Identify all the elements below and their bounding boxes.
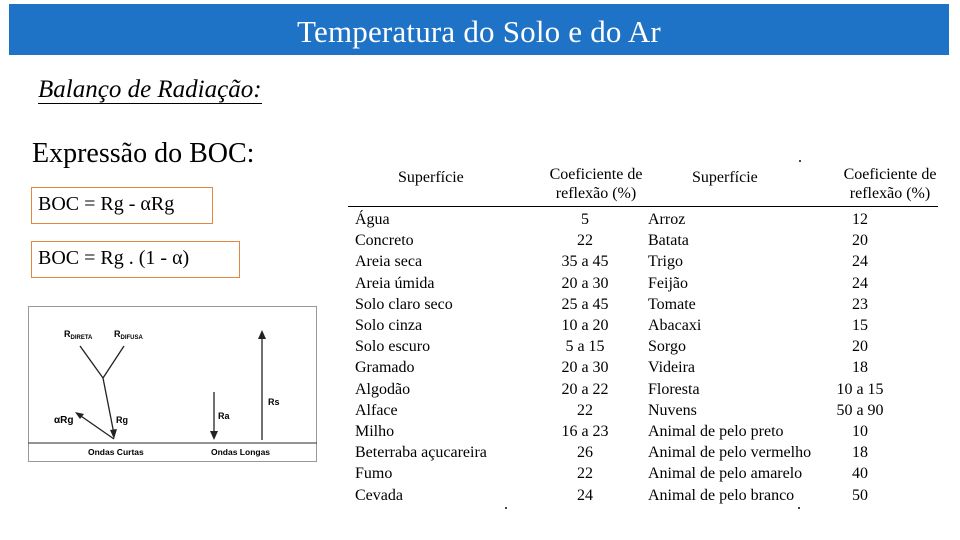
coefficient-cell: 22 bbox=[577, 465, 593, 483]
coefficient-cell: 22 bbox=[577, 232, 593, 250]
ra-label: Ra bbox=[218, 411, 230, 421]
coefficient-cell: 18 bbox=[852, 444, 868, 462]
header-surface-2: Superfície bbox=[692, 169, 758, 186]
surface-cell: Fumo bbox=[355, 465, 393, 483]
surface-cell: Abacaxi bbox=[648, 317, 702, 334]
surface-cell: Solo claro seco bbox=[355, 295, 453, 313]
table-row bbox=[340, 379, 940, 400]
coefficient-cell: 15 bbox=[852, 317, 868, 334]
header-surface-1: Superfície bbox=[398, 169, 464, 186]
coefficient-cell: 10 a 20 bbox=[561, 317, 609, 334]
table-row bbox=[340, 421, 940, 442]
rg-label: Rg bbox=[116, 415, 128, 425]
header-coef-2-line1: Coeficiente de bbox=[843, 166, 937, 183]
surface-cell: Nuvens bbox=[648, 401, 697, 419]
surface-cell: Animal de pelo vermelho bbox=[648, 444, 812, 462]
table-row bbox=[340, 400, 940, 421]
coefficient-cell: 20 bbox=[852, 232, 868, 250]
section-subtitle bbox=[38, 76, 262, 104]
coefficient-cell: 10 bbox=[852, 423, 868, 440]
surface-cell: Arroz bbox=[648, 211, 686, 228]
surface-cell: Concreto bbox=[355, 232, 414, 250]
coefficient-cell: 12 bbox=[852, 211, 868, 228]
coefficient-cell: 22 bbox=[577, 401, 593, 419]
table-row bbox=[340, 209, 940, 230]
coefficient-cell: 16 a 23 bbox=[561, 423, 609, 440]
table-row bbox=[340, 273, 940, 294]
coefficient-cell: 35 a 45 bbox=[561, 253, 609, 271]
surface-cell: Alface bbox=[355, 401, 398, 419]
scan-dot bbox=[798, 507, 800, 509]
radiation-diagram bbox=[28, 306, 317, 462]
coefficient-cell: 24 bbox=[577, 486, 593, 504]
surface-cell: Milho bbox=[355, 423, 395, 440]
rs-label: Rs bbox=[268, 397, 280, 407]
surface-cell: Batata bbox=[648, 232, 689, 250]
coefficient-cell: 5 a 15 bbox=[565, 338, 605, 356]
surface-cell: Animal de pelo amarelo bbox=[648, 465, 803, 483]
coefficient-cell: 24 bbox=[852, 253, 868, 271]
coefficient-cell: 40 bbox=[852, 465, 868, 483]
coefficient-cell: 20 a 22 bbox=[561, 380, 609, 398]
table-header bbox=[340, 158, 940, 208]
coefficient-cell: 24 bbox=[852, 274, 868, 292]
coefficient-cell: 50 bbox=[852, 486, 868, 504]
surface-cell: Beterraba açucareira bbox=[355, 444, 487, 462]
header-coef-2-line2: reflexão (%) bbox=[849, 185, 931, 202]
table-row bbox=[340, 315, 940, 336]
coefficient-cell: 20 a 30 bbox=[561, 359, 609, 377]
surface-cell: Tomate bbox=[648, 295, 696, 313]
table-row bbox=[340, 485, 940, 506]
header-coef-1-line1: Coeficiente de bbox=[549, 166, 643, 183]
coefficient-cell: 20 bbox=[852, 338, 868, 356]
surface-cell: Floresta bbox=[648, 380, 700, 398]
coefficient-cell: 26 bbox=[577, 444, 593, 462]
table-row bbox=[340, 230, 940, 251]
surface-cell: Água bbox=[355, 211, 390, 228]
scan-dot bbox=[505, 507, 507, 509]
coefficient-cell: 5 bbox=[581, 211, 589, 228]
formula-box-2: BOC = Rg . (1 - α) bbox=[31, 241, 240, 278]
table-row bbox=[340, 336, 940, 357]
alpha-rg-label: αRg bbox=[54, 415, 74, 426]
surface-cell: Gramado bbox=[355, 359, 415, 377]
surface-cell: Videira bbox=[648, 359, 696, 377]
diagram-frame bbox=[29, 307, 317, 462]
ondas-longas-label: Ondas Longas bbox=[211, 447, 271, 457]
table-row bbox=[340, 357, 940, 378]
coefficient-cell: 18 bbox=[852, 359, 868, 377]
header-coef-2 bbox=[820, 165, 960, 203]
coefficient-cell: 25 a 45 bbox=[561, 295, 609, 313]
coefficient-cell: 23 bbox=[852, 295, 868, 313]
surface-cell: Solo cinza bbox=[355, 317, 423, 334]
surface-cell: Solo escuro bbox=[355, 338, 431, 356]
reflection-table bbox=[340, 158, 940, 510]
expression-label: Expressão do BOC: bbox=[32, 138, 255, 169]
coefficient-cell: 50 a 90 bbox=[836, 401, 884, 419]
surface-cell: Areia úmida bbox=[355, 274, 435, 292]
table-row bbox=[340, 442, 940, 463]
table-row bbox=[340, 463, 940, 484]
subtitle-text: Balanço de Radiação: bbox=[38, 76, 262, 103]
surface-cell: Areia seca bbox=[355, 253, 423, 271]
surface-cell: Feijão bbox=[648, 274, 688, 292]
r-difusa-label: $R_{DIFUSA}$ bbox=[114, 329, 143, 341]
surface-cell: Trigo bbox=[648, 253, 683, 271]
header-coef-1 bbox=[526, 165, 666, 203]
r-direta-label: $R_{DIRETA}$ bbox=[64, 329, 93, 341]
scan-dot bbox=[799, 160, 801, 162]
surface-cell: Animal de pelo branco bbox=[648, 486, 795, 504]
coefficient-cell: 10 a 15 bbox=[836, 380, 884, 398]
surface-cell: Sorgo bbox=[648, 338, 686, 356]
surface-cell: Animal de pelo preto bbox=[648, 423, 784, 440]
ondas-curtas-label: Ondas Curtas bbox=[88, 447, 144, 457]
header-coef-1-line2: reflexão (%) bbox=[555, 185, 637, 202]
formula-box-1: BOC = Rg - αRg bbox=[31, 187, 213, 224]
table-row bbox=[340, 251, 940, 272]
coefficient-cell: 20 a 30 bbox=[561, 274, 609, 292]
surface-cell: Algodão bbox=[355, 380, 411, 398]
header-rule bbox=[348, 206, 938, 207]
title-bar bbox=[9, 4, 949, 55]
surface-cell: Cevada bbox=[355, 486, 403, 504]
page-title: Temperatura do Solo e do Ar bbox=[297, 14, 661, 49]
table-row bbox=[340, 294, 940, 315]
